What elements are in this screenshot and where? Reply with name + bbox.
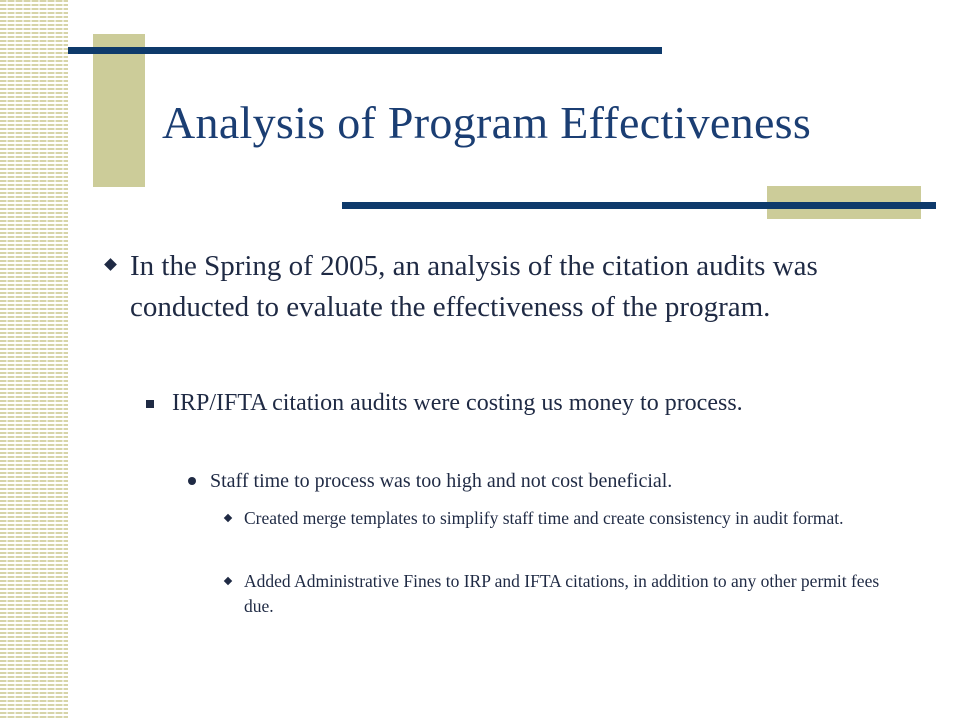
diamond-bullet-icon	[224, 577, 232, 585]
bullet-text: Added Administrative Fines to IRP and IFTA citations, in addition to any other permit fees due.	[244, 571, 880, 616]
diamond-bullet-icon	[224, 514, 232, 522]
circle-bullet-icon	[188, 477, 196, 485]
decor-bar-bottom	[342, 202, 936, 209]
bullet-item-level-4	[244, 569, 904, 619]
slide-title: Analysis of Program Effectiveness	[162, 97, 812, 148]
bullet-text: Created merge templates to simplify staff time and create consistency in audit format.	[244, 508, 844, 528]
bullet-item-level-4	[244, 506, 904, 531]
bullet-item-level-2	[172, 386, 892, 421]
decor-bar-top	[68, 47, 662, 54]
bullet-item-level-1	[130, 246, 890, 328]
bullet-text: Staff time to process was too high and not cost beneficial.	[210, 470, 673, 492]
decor-block-top-left	[93, 34, 145, 187]
diamond-bullet-icon	[104, 258, 117, 271]
bullet-text: IRP/IFTA citation audits were costing us money to process.	[172, 390, 743, 416]
bullet-text: In the Spring of 2005, an analysis of the citation audits was conducted to evaluate the effectiveness of the program.	[130, 250, 818, 323]
bullet-item-level-3	[210, 468, 890, 494]
square-bullet-icon	[146, 400, 154, 408]
striped-side-border	[0, 0, 68, 720]
